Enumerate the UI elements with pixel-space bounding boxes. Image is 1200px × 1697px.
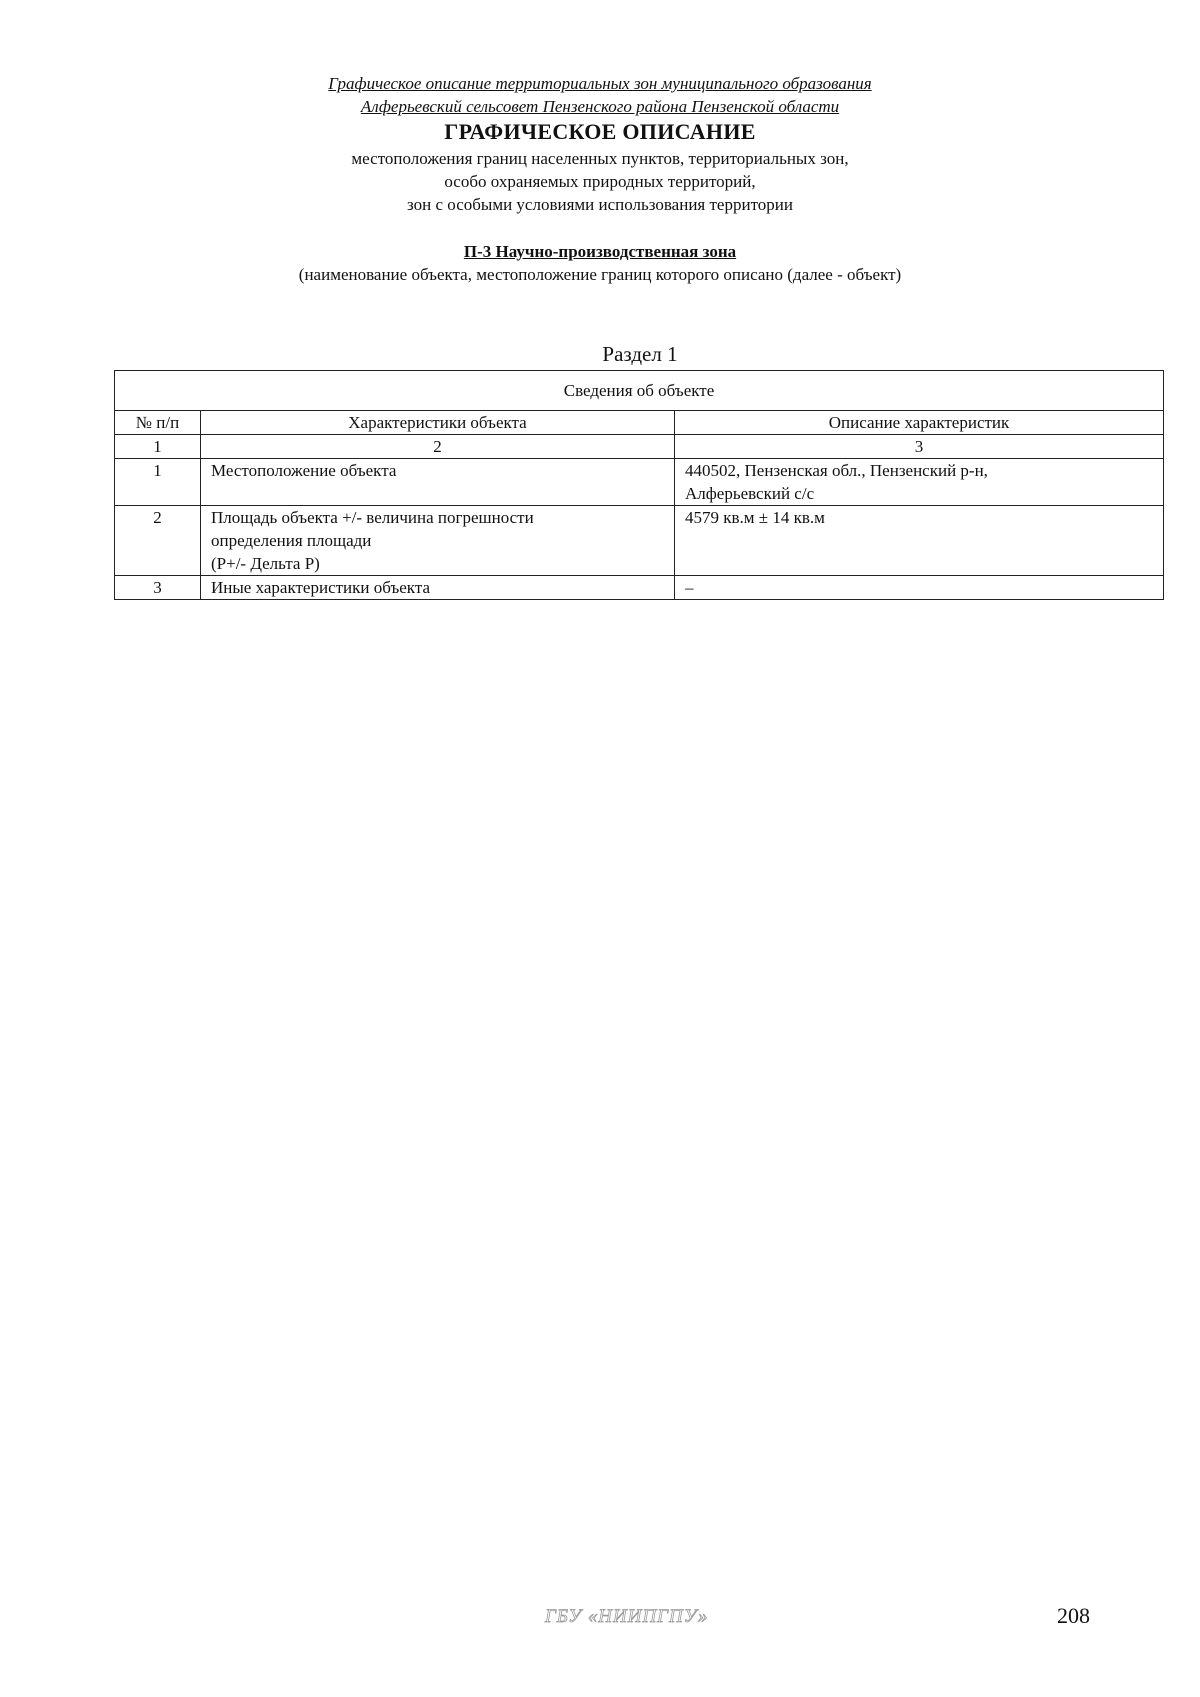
- column-header-description: Описание характеристик: [675, 411, 1164, 435]
- row-characteristic: [201, 459, 675, 506]
- table-row: [115, 506, 1164, 576]
- column-number-2: 2: [201, 435, 675, 459]
- row-number: 1: [115, 459, 201, 506]
- row-characteristic-line: Площадь объекта +/- величина погрешности: [211, 508, 534, 527]
- row-characteristic-line: (P+/- Дельта P): [211, 554, 320, 573]
- table-caption-row: [115, 371, 1164, 411]
- row-description: [675, 576, 1164, 600]
- document-header-line-2: Алферьевский сельсовет Пензенского района Пензенской области: [360, 97, 840, 116]
- table-caption: Сведения об объекте: [115, 371, 1164, 411]
- row-characteristic: [201, 576, 675, 600]
- section-title: Раздел 1: [602, 342, 678, 366]
- column-number-1: 1: [115, 435, 201, 459]
- row-characteristic-line: определения площади: [211, 531, 372, 550]
- row-description-line: –: [685, 578, 694, 597]
- zone-caption: (наименование объекта, местоположение границ которого описано (далее - объект): [298, 265, 902, 284]
- object-info-table: [114, 370, 1164, 600]
- row-description-line: 4579 кв.м ± 14 кв.м: [685, 508, 825, 527]
- row-description-line: 440502, Пензенская обл., Пензенский р-н,: [685, 461, 988, 480]
- document-header-line-1: Графическое описание территориальных зон муниципального образования: [328, 74, 872, 93]
- column-number-3: 3: [675, 435, 1164, 459]
- row-characteristic-line: Иные характеристики объекта: [211, 578, 431, 597]
- footer-organization: ГБУ «НИИПГПУ»: [545, 1606, 709, 1627]
- row-number: 2: [115, 506, 201, 576]
- row-description: [675, 506, 1164, 576]
- table-numbering-row: [115, 435, 1164, 459]
- row-description-line: Алферьевский с/с: [685, 484, 815, 503]
- column-header-characteristic: Характеристики объекта: [201, 411, 675, 435]
- row-characteristic-line: Местоположение объекта: [211, 461, 397, 480]
- document-title: ГРАФИЧЕСКОЕ ОПИСАНИЕ: [444, 119, 756, 144]
- subtitle-line-2: особо охраняемых природных территорий,: [444, 172, 756, 191]
- table-row: [115, 459, 1164, 506]
- page-number: 208: [1057, 1603, 1090, 1628]
- column-header-number: № п/п: [115, 411, 201, 435]
- row-number: 3: [115, 576, 201, 600]
- zone-name: П-3 Научно-производственная зона: [463, 242, 737, 261]
- subtitle-line-1: местоположения границ населенных пунктов, территориальных зон,: [351, 149, 849, 168]
- subtitle-line-3: зон с особыми условиями использования территории: [407, 195, 793, 214]
- table-row: [115, 576, 1164, 600]
- row-description: [675, 459, 1164, 506]
- row-characteristic: [201, 506, 675, 576]
- table-header-row: [115, 411, 1164, 435]
